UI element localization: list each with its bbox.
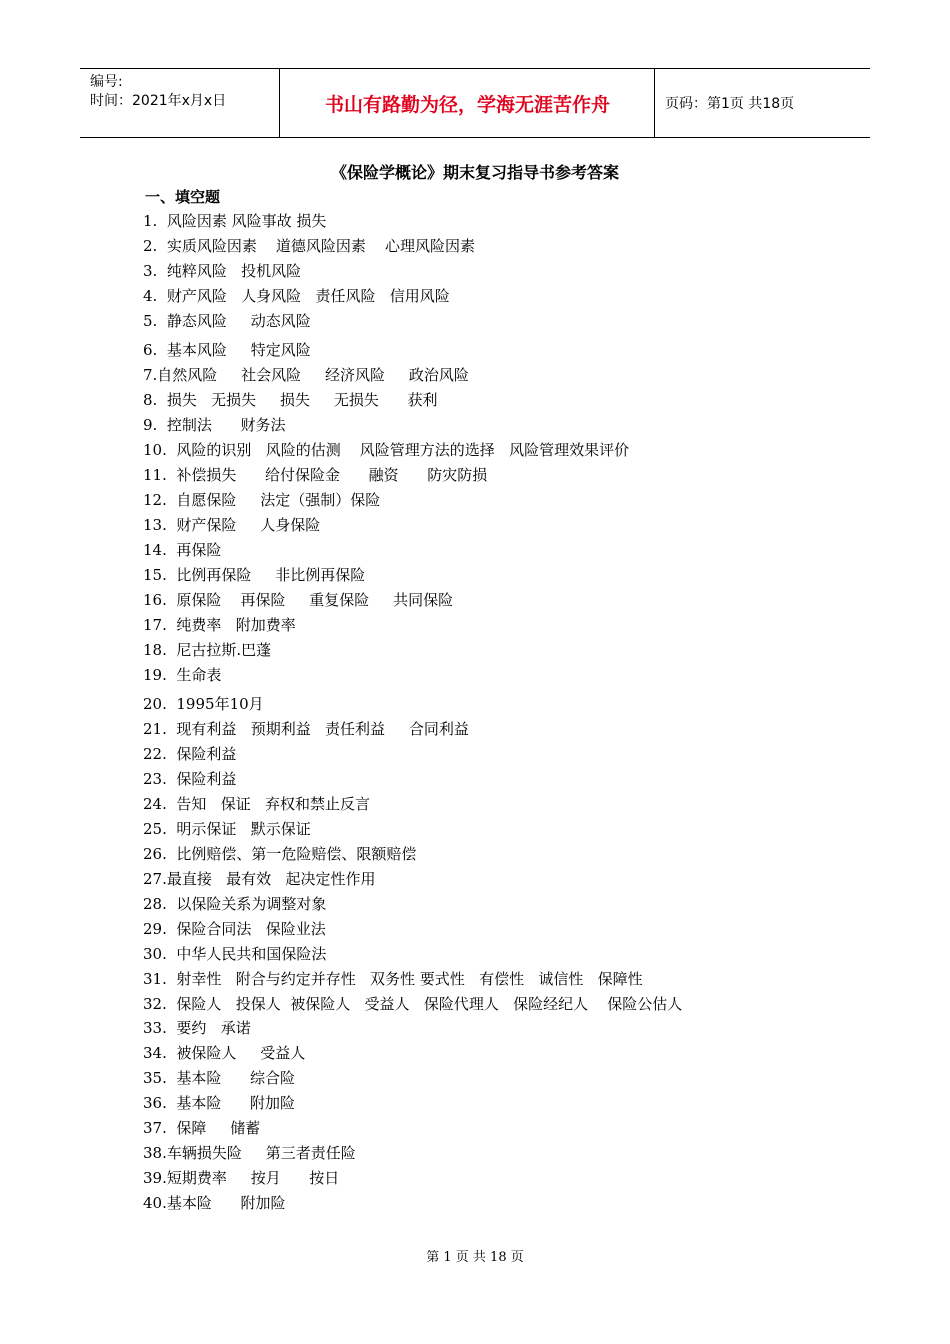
answer-item: 6. 基本风险 特定风险	[143, 341, 311, 359]
answer-item: 25. 明示保证 默示保证	[143, 820, 311, 838]
answer-item: 22. 保险利益	[143, 745, 237, 763]
answer-item: 20. 1995年10月	[143, 695, 264, 713]
answer-item: 28. 以保险关系为调整对象	[143, 895, 327, 913]
answer-item: 34. 被保险人 受益人	[143, 1044, 306, 1062]
answer-item: 14. 再保险	[143, 541, 222, 559]
answer-item: 11. 补偿损失 给付保险金 融资 防灾防损	[143, 466, 488, 484]
answer-item: 15. 比例再保险 非比例再保险	[143, 566, 366, 584]
page-footer: 第 1 页 共 18 页	[426, 1250, 524, 1265]
answer-item: 17. 纯费率 附加费率	[143, 616, 296, 634]
answer-item: 39.短期费率 按月 按日	[143, 1169, 340, 1187]
answer-item: 2. 实质风险因素 道德风险因素 心理风险因素	[143, 237, 475, 255]
document-header	[80, 68, 870, 138]
header-meta	[80, 69, 280, 137]
answer-item: 24. 告知 保证 弃权和禁止反言	[143, 795, 371, 813]
answer-item: 27.最直接 最有效 起决定性作用	[143, 870, 376, 888]
answer-item: 19. 生命表	[143, 666, 222, 684]
header-motto: 书山有路勤为径，学海无涯苦作舟	[281, 69, 655, 137]
answer-item: 40.基本险 附加险	[143, 1194, 286, 1212]
answer-item: 26. 比例赔偿、第一危险赔偿、限额赔偿	[143, 845, 417, 863]
answer-item: 9. 控制法 财务法	[143, 416, 286, 434]
answer-item: 32. 保险人 投保人 被保险人 受益人 保险代理人 保险经纪人 保险公估人	[143, 995, 683, 1013]
section-title: 一、填空题	[145, 188, 221, 206]
answer-item: 37. 保障 储蓄	[143, 1119, 261, 1137]
answer-item: 12. 自愿保险 法定（强制）保险	[143, 491, 381, 509]
answer-item: 5. 静态风险 动态风险	[143, 312, 311, 330]
answer-item: 10. 风险的识别 风险的估测 风险管理方法的选择 风险管理效果评价	[143, 441, 630, 459]
answer-item: 30. 中华人民共和国保险法	[143, 945, 327, 963]
answer-item: 3. 纯粹风险 投机风险	[143, 262, 302, 280]
answer-item: 38.车辆损失险 第三者责任险	[143, 1144, 356, 1162]
answer-item: 18. 尼古拉斯.巴蓬	[143, 641, 272, 659]
answer-item: 23. 保险利益	[143, 770, 237, 788]
answer-item: 7.自然风险 社会风险 经济风险 政治风险	[143, 366, 469, 384]
header-page-info: 页码：第1页 共18页	[665, 96, 795, 112]
answer-item: 4. 财产风险 人身风险 责任风险 信用风险	[143, 287, 450, 305]
answer-item: 36. 基本险 附加险	[143, 1094, 296, 1112]
answer-item: 21. 现有利益 预期利益 责任利益 合同利益	[143, 720, 469, 738]
answer-item: 1. 风险因素 风险事故 损失	[143, 212, 327, 230]
answer-item: 35. 基本险 综合险	[143, 1069, 296, 1087]
header-time-label: 时间：2021年x月x日	[90, 93, 227, 109]
document-title: 《保险学概论》期末复习指导书参考答案	[330, 163, 619, 182]
answer-item: 33. 要约 承诺	[143, 1019, 251, 1037]
answer-item: 13. 财产保险 人身保险	[143, 516, 321, 534]
answer-item: 29. 保险合同法 保险业法	[143, 920, 326, 938]
answer-item: 16. 原保险 再保险 重复保险 共同保险	[143, 591, 454, 609]
answer-item: 31. 射幸性 附合与约定并存性 双务性 要式性 有偿性 诚信性 保障性	[143, 970, 643, 988]
answer-item: 8. 损失 无损失 损失 无损失 获利	[143, 391, 438, 409]
header-number-label: 编号:	[90, 74, 123, 90]
